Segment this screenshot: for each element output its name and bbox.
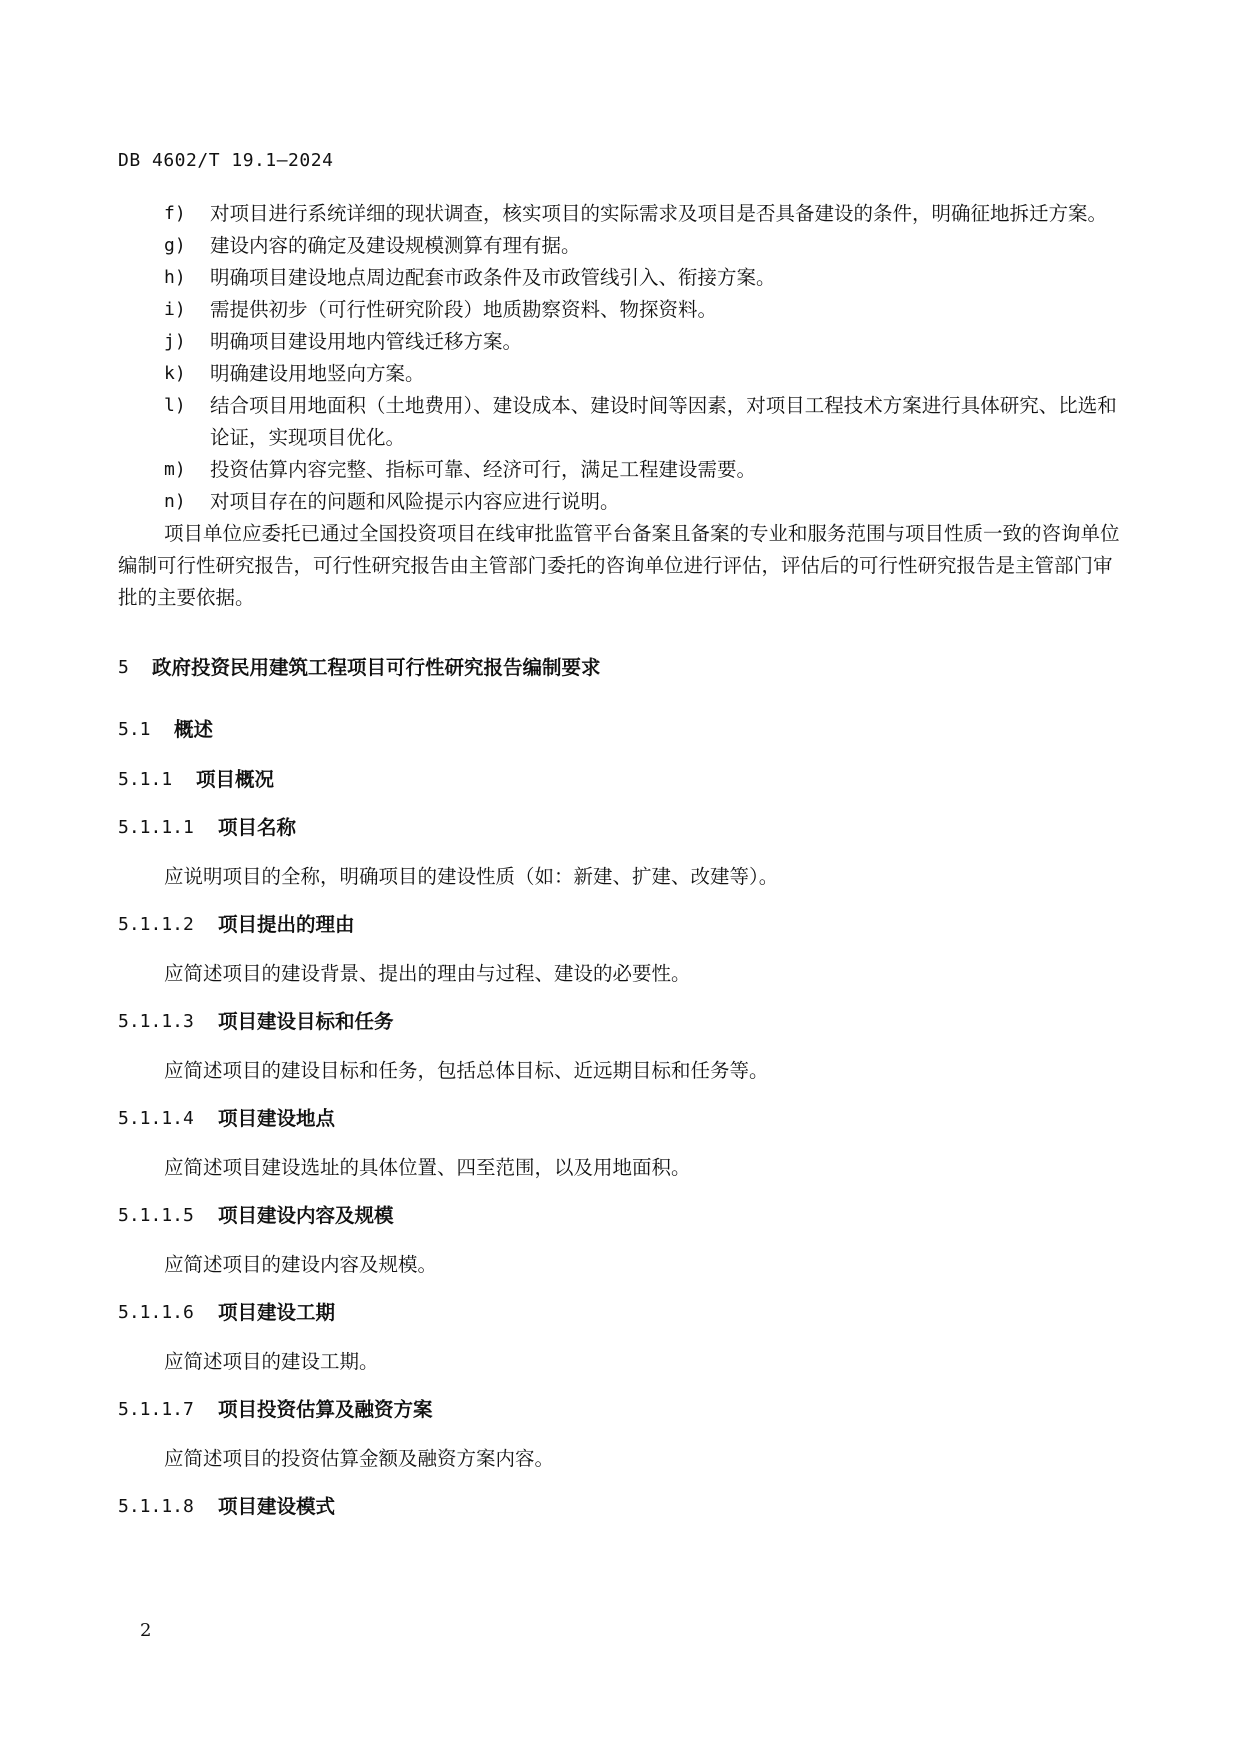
clause-item	[118, 1006, 1130, 1087]
clause-title: 项目建设工期	[218, 1301, 336, 1324]
page-content	[118, 198, 1130, 1523]
clause-title: 项目投资估算及融资方案	[218, 1398, 433, 1421]
clause-heading	[118, 1103, 1130, 1135]
clause-number: 5.1.1.5	[118, 1205, 194, 1226]
list-item	[118, 454, 1130, 486]
list-marker: i)	[164, 299, 186, 320]
clause-item	[118, 909, 1130, 990]
list-item	[118, 486, 1130, 518]
list-item	[118, 198, 1130, 230]
clause-item	[118, 1491, 1130, 1523]
clause-number: 5.1.1.8	[118, 1496, 194, 1517]
list-item	[118, 390, 1130, 454]
clause-heading	[118, 812, 1130, 844]
clause-heading	[118, 1297, 1130, 1329]
section-title: 概述	[174, 718, 214, 741]
clause-title: 项目名称	[218, 816, 297, 839]
section-number: 5.1	[118, 719, 151, 740]
list-item	[118, 326, 1130, 358]
list-marker: k)	[164, 363, 186, 384]
clause-item	[118, 812, 1130, 893]
clause-body: 应简述项目的建设工期。	[164, 1350, 379, 1373]
requirements-list	[118, 198, 1130, 518]
list-marker: f)	[164, 203, 186, 224]
clause-title: 项目提出的理由	[218, 913, 355, 936]
list-text: 结合项目用地面积（土地费用）、建设成本、建设时间等因素，对项目工程技术方案进行具体研究、比选和论证，实现项目优化。	[210, 394, 1117, 449]
list-text: 建设内容的确定及建设规模测算有理有据。	[210, 234, 581, 257]
list-marker: m)	[164, 459, 186, 480]
clause-body: 应简述项目的投资估算金额及融资方案内容。	[164, 1447, 555, 1470]
list-text: 需提供初步（可行性研究阶段）地质勘察资料、物探资料。	[210, 298, 718, 321]
page-number: 2	[140, 1620, 152, 1641]
chapter-number: 5	[118, 657, 129, 678]
clause-heading	[118, 1491, 1130, 1523]
clause-body: 应简述项目的建设内容及规模。	[164, 1253, 438, 1276]
list-text: 对项目存在的问题和风险提示内容应进行说明。	[210, 490, 620, 513]
clause-item	[118, 1394, 1130, 1475]
list-item	[118, 294, 1130, 326]
list-text: 明确建设用地竖向方案。	[210, 362, 425, 385]
clause-number: 5.1.1.6	[118, 1302, 194, 1323]
clause-heading	[118, 909, 1130, 941]
list-marker: g)	[164, 235, 186, 256]
clause-body: 应简述项目的建设目标和任务，包括总体目标、近远期目标和任务等。	[164, 1059, 769, 1082]
subsection-title: 项目概况	[196, 768, 275, 791]
clause-title: 项目建设目标和任务	[218, 1010, 394, 1033]
clause-item	[118, 1103, 1130, 1184]
list-marker: h)	[164, 267, 186, 288]
clause-number: 5.1.1.1	[118, 817, 194, 838]
clause-heading	[118, 1394, 1130, 1426]
clause-heading	[118, 1006, 1130, 1038]
clause-number: 5.1.1.4	[118, 1108, 194, 1129]
list-marker: j)	[164, 331, 186, 352]
list-text: 对项目进行系统详细的现状调查，核实项目的实际需求及项目是否具备建设的条件，明确征地拆迁方案。	[210, 202, 1108, 225]
chapter-heading	[118, 652, 1130, 684]
chapter-title: 政府投资民用建筑工程项目可行性研究报告编制要求	[152, 656, 601, 679]
clause-title: 项目建设地点	[218, 1107, 336, 1130]
clause-body: 应简述项目的建设背景、提出的理由与过程、建设的必要性。	[164, 962, 691, 985]
clause-body: 应简述项目建设选址的具体位置、四至范围，以及用地面积。	[164, 1156, 691, 1179]
list-item	[118, 230, 1130, 262]
list-text: 投资估算内容完整、指标可靠、经济可行，满足工程建设需要。	[210, 458, 757, 481]
clause-number: 5.1.1.7	[118, 1399, 194, 1420]
list-item	[118, 358, 1130, 390]
subsection-number: 5.1.1	[118, 769, 173, 790]
clause-item	[118, 1200, 1130, 1281]
list-marker: n)	[164, 491, 186, 512]
section-heading	[118, 714, 1130, 746]
document-code: DB 4602/T 19.1—2024	[118, 150, 334, 171]
clause-body: 应说明项目的全称，明确项目的建设性质（如：新建、扩建、改建等）。	[164, 865, 779, 888]
list-item	[118, 262, 1130, 294]
clause-title: 项目建设模式	[218, 1495, 336, 1518]
closing-paragraph: 项目单位应委托已通过全国投资项目在线审批监管平台备案且备案的专业和服务范围与项目性质一致的咨询单位编制可行性研究报告，可行性研究报告由主管部门委托的咨询单位进行评估，评估后的可行性研究报告是主管部门审批的主要依据。	[118, 522, 1120, 609]
list-text: 明确项目建设用地内管线迁移方案。	[210, 330, 523, 353]
clause-number: 5.1.1.3	[118, 1011, 194, 1032]
clause-item	[118, 1297, 1130, 1378]
list-text: 明确项目建设地点周边配套市政条件及市政管线引入、衔接方案。	[210, 266, 776, 289]
clause-heading	[118, 1200, 1130, 1232]
clause-number: 5.1.1.2	[118, 914, 194, 935]
subsection-heading	[118, 764, 1130, 796]
list-marker: l)	[164, 395, 186, 416]
clause-title: 项目建设内容及规模	[218, 1204, 394, 1227]
